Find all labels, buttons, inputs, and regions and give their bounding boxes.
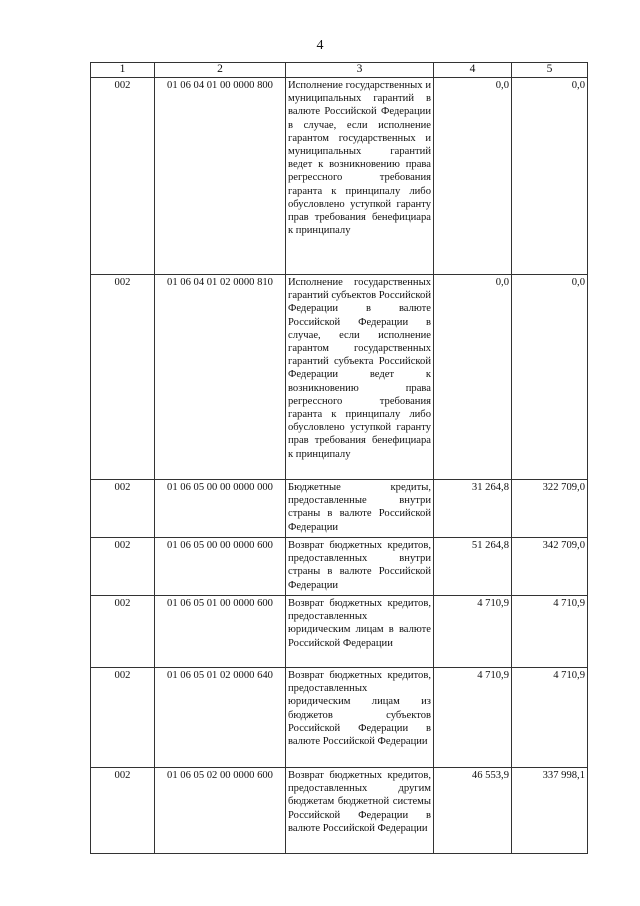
item-name: Возврат бюджетных кредитов, предоставленных другим бюджетам бюджетной системы Российской Федерации в валюте Российской Федерации (286, 768, 434, 854)
item-name: Исполнение государственных гарантий субъектов Российской Федерации в валюте Российской Федерации в случае, если исполнение гарантом государственных гарантий субъекта Российской Федерации ведет к возникновению права регрессного требования гаранта к принципалу либо обусловлено уступкой гаранту прав требования бенефициара к принципалу (286, 275, 434, 480)
header-col-1: 1 (91, 63, 155, 78)
table-row (91, 768, 588, 854)
table-row (91, 596, 588, 668)
admin-code: 002 (91, 668, 155, 768)
budget-code: 01 06 05 00 00 0000 600 (155, 538, 286, 596)
budget-sources-table (90, 62, 588, 854)
budget-code: 01 06 05 01 02 0000 640 (155, 668, 286, 768)
value-col-4: 0,0 (434, 275, 512, 480)
value-col-5: 337 998,1 (512, 768, 588, 854)
value-col-5: 0,0 (512, 78, 588, 275)
admin-code: 002 (91, 538, 155, 596)
header-col-3: 3 (286, 63, 434, 78)
budget-code: 01 06 05 00 00 0000 000 (155, 480, 286, 538)
item-name: Возврат бюджетных кредитов, предоставленных внутри страны в валюте Российской Федерации (286, 538, 434, 596)
value-col-5: 0,0 (512, 275, 588, 480)
value-col-4: 4 710,9 (434, 596, 512, 668)
item-name: Исполнение государственных и муниципальных гарантий в валюте Российской Федерации в случае, если исполнение гарантом государственных и муниципальных гарантий ведет к возникновению права регрессного требования гаранта к принципалу либо обусловлено уступкой гаранту прав требования бенефициара к принципалу (286, 78, 434, 275)
budget-code: 01 06 05 02 00 0000 600 (155, 768, 286, 854)
item-name: Возврат бюджетных кредитов, предоставленных юридическим лицам из бюджетов субъектов Российской Федерации в валюте Российской Федерации (286, 668, 434, 768)
budget-code: 01 06 04 01 00 0000 800 (155, 78, 286, 275)
value-col-5: 322 709,0 (512, 480, 588, 538)
value-col-4: 4 710,9 (434, 668, 512, 768)
item-name: Бюджетные кредиты, предоставленные внутри страны в валюте Российской Федерации (286, 480, 434, 538)
header-col-5: 5 (512, 63, 588, 78)
admin-code: 002 (91, 275, 155, 480)
table-row (91, 668, 588, 768)
value-col-5: 4 710,9 (512, 668, 588, 768)
value-col-4: 46 553,9 (434, 768, 512, 854)
admin-code: 002 (91, 596, 155, 668)
value-col-5: 342 709,0 (512, 538, 588, 596)
value-col-4: 51 264,8 (434, 538, 512, 596)
budget-code: 01 06 05 01 00 0000 600 (155, 596, 286, 668)
table-header-row (91, 63, 588, 78)
table-row (91, 78, 588, 275)
value-col-4: 0,0 (434, 78, 512, 275)
table-row (91, 538, 588, 596)
admin-code: 002 (91, 480, 155, 538)
budget-code: 01 06 04 01 02 0000 810 (155, 275, 286, 480)
item-name: Возврат бюджетных кредитов, предоставленных юридическим лицам в валюте Российской Федерации (286, 596, 434, 668)
admin-code: 002 (91, 78, 155, 275)
value-col-5: 4 710,9 (512, 596, 588, 668)
table-row (91, 480, 588, 538)
header-col-4: 4 (434, 63, 512, 78)
header-col-2: 2 (155, 63, 286, 78)
admin-code: 002 (91, 768, 155, 854)
page-number: 4 (316, 38, 324, 53)
value-col-4: 31 264,8 (434, 480, 512, 538)
table-row (91, 275, 588, 480)
